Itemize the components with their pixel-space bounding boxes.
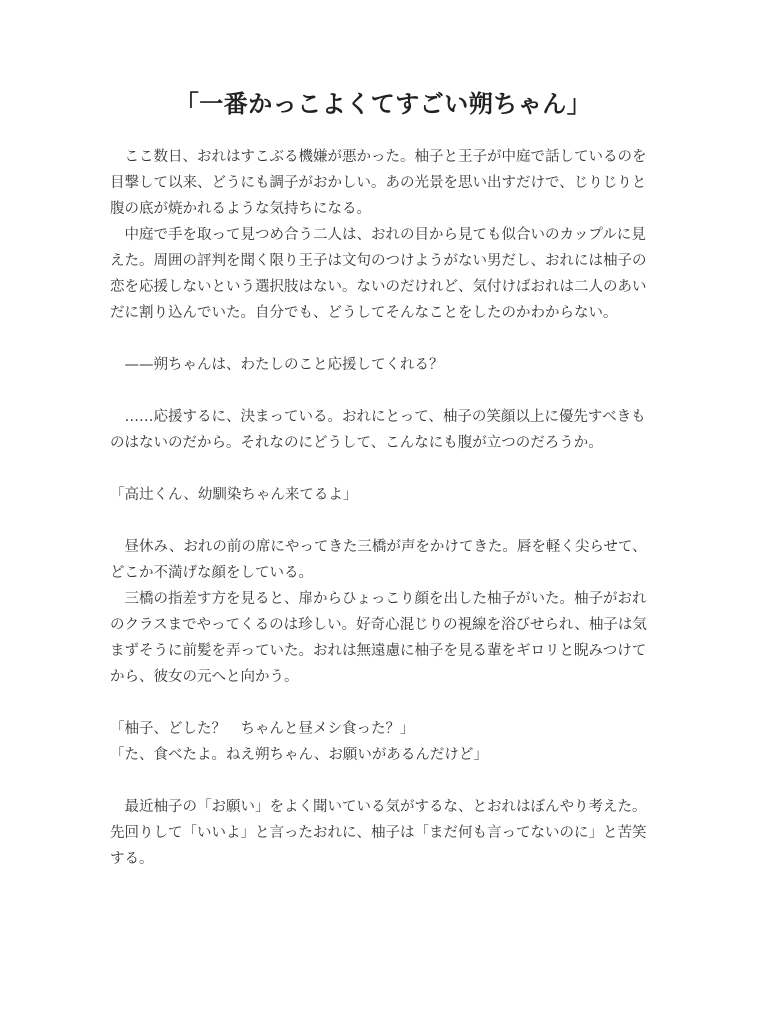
paragraph-2: 中庭で手を取って見つめ合う二人は、おれの目から見ても似合いのカップルに見えた。周囲の評判を聞く限り王子は文句のつけようがない男だし、おれには柚子の恋を応援しないという選択肢はない。ないのだけれど、気付けばおれは二人のあいだに割り込んでいた。自分でも、どうしてそんなことをしたのかわからない。 <box>110 227 647 321</box>
story-body <box>110 144 656 872</box>
blank-line <box>110 456 656 482</box>
paragraph-6: 三橋の指差す方を見ると、扉からひょっこり顔を出した柚子がいた。柚子がおれのクラスまでやってくるのは珍しい。好奇心混じりの視線を浴びせられ、柚子は気まずそうに前髪を弄っていた。おれは無遠慮に柚子を見る輩をギロリと睨みつけてから、彼女の元へと向かう。 <box>110 591 647 685</box>
dialogue-3: 「た、食べたよ。ねえ朔ちゃん、お願いがあるんだけど」 <box>110 747 488 763</box>
paragraph-1: ここ数日、おれはすこぶる機嫌が悪かった。柚子と王子が中庭で話しているのを目撃して以来、どうにも調子がおかしい。あの光景を思い出すだけで、じりじりと腹の底が焼かれるような気持ちになる。 <box>110 149 647 217</box>
blank-line <box>110 326 656 352</box>
paragraph-7: 最近柚子の「お願い」をよく聞いている気がするな、とおれはぼんやり考えた。先回りして「いいよ」と言ったおれに、柚子は「まだ何も言ってないのに」と苦笑する。 <box>110 799 647 867</box>
story-title: 「一番かっこよくてすごい朔ちゃん」 <box>174 90 592 118</box>
blank-line <box>110 690 656 716</box>
blank-line <box>110 378 656 404</box>
blank-line <box>110 508 656 534</box>
dialogue-1: 「高辻くん、幼馴染ちゃん来てるよ」 <box>110 487 358 503</box>
paragraph-5: 昼休み、おれの前の席にやってきた三橋が声をかけてきた。唇を軽く尖らせて、どこか不満げな顔をしている。 <box>110 539 647 581</box>
paragraph-3: ——朔ちゃんは、わたしのこと応援してくれる？ <box>124 357 444 373</box>
paragraph-4: ……応援するに、決まっている。おれにとって、柚子の笑顔以上に優先すべきものはないのだから。それなのにどうして、こんなにも腹が立つのだろうか。 <box>110 409 646 451</box>
blank-line <box>110 768 656 794</box>
document-page <box>110 86 656 872</box>
dialogue-2: 「柚子、どした？ ちゃんと昼メシ食った？」 <box>110 721 415 737</box>
